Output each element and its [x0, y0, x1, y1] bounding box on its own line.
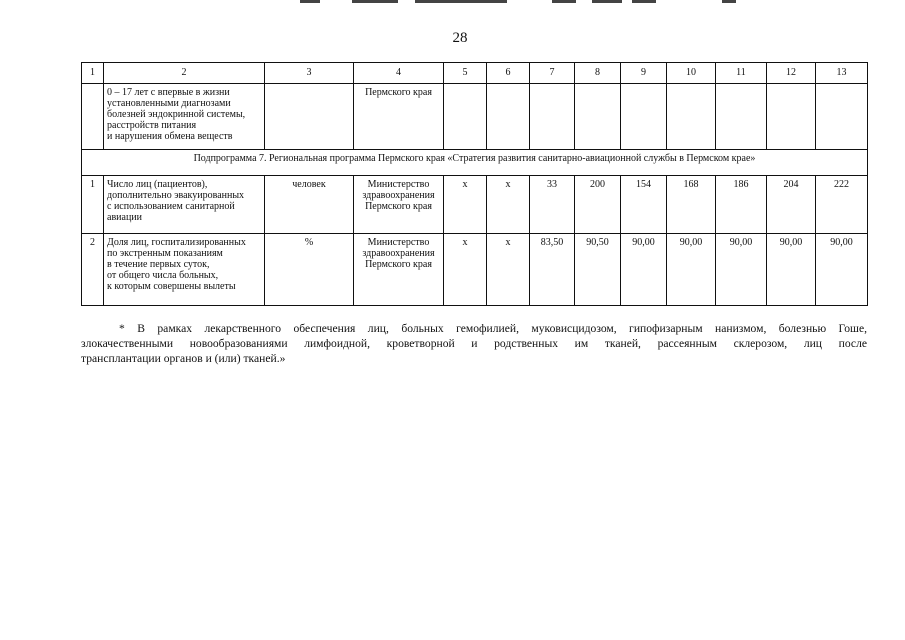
value-cell	[716, 84, 767, 150]
header-cell: 12	[767, 63, 816, 84]
ministry-text: Министерство здравоохранения Пермского края	[362, 237, 435, 270]
value-cell: х	[487, 176, 530, 234]
value-cell: 90,00	[716, 234, 767, 306]
value-cell: х	[444, 234, 487, 306]
table-header-row	[82, 63, 868, 84]
value-cell: 168	[667, 176, 716, 234]
value-cell: 90,00	[621, 234, 667, 306]
unit-cell: %	[265, 234, 354, 306]
unit-cell: человек	[265, 176, 354, 234]
value-cell: 186	[716, 176, 767, 234]
value-cell	[816, 84, 868, 150]
indicators-table	[81, 62, 868, 306]
value-cell: х	[487, 234, 530, 306]
value-cell	[621, 84, 667, 150]
header-cell: 9	[621, 63, 667, 84]
footnote	[81, 321, 867, 366]
header-cell: 5	[444, 63, 487, 84]
header-cell: 1	[82, 63, 104, 84]
indicator-cell	[104, 176, 265, 234]
ministry-cell	[354, 234, 444, 306]
page-number: 28	[452, 30, 468, 46]
indicator-text: 0 – 17 лет с впервые в жизни установленными диагнозами болезней эндокринной системы, расстройств питания и нарушения обмена веществ	[107, 87, 246, 142]
value-cell: 83,50	[530, 234, 575, 306]
ministry-text: Министерство здравоохранения Пермского края	[362, 179, 435, 212]
table-row	[82, 84, 868, 150]
subprogram-row	[82, 150, 868, 176]
value-cell: 90,50	[575, 234, 621, 306]
scan-artifact	[592, 0, 622, 3]
footnote-line: трансплантации органов и (или) тканей.»	[81, 352, 286, 365]
scan-artifact	[415, 0, 507, 3]
scan-artifact	[552, 0, 576, 3]
header-cell: 13	[816, 63, 868, 84]
indicator-text: Число лиц (пациентов), дополнительно эвакуированных с использованием санитарной авиации	[107, 179, 245, 223]
value-cell	[487, 84, 530, 150]
footnote-line: злокачественными новообразованиями лимфоидной, кроветворной и родственных им тканей, рассеянным склерозом, лиц после	[81, 337, 867, 350]
row-number-cell: 2	[82, 234, 104, 306]
value-cell	[575, 84, 621, 150]
ministry-cell	[354, 176, 444, 234]
value-cell: х	[444, 176, 487, 234]
indicator-text: Доля лиц, госпитализированных по экстренным показаниям в течение первых суток, от общего числа больных, к которым совершены вылеты	[107, 237, 246, 292]
header-cell: 8	[575, 63, 621, 84]
row-number-cell	[82, 84, 104, 150]
table-row	[82, 176, 868, 234]
indicator-cell	[104, 84, 265, 150]
indicator-cell	[104, 234, 265, 306]
header-cell: 6	[487, 63, 530, 84]
header-cell: 11	[716, 63, 767, 84]
subprogram-title: Подпрограмма 7. Региональная программа Пермского края «Стратегия развития санитарно-авиационной службы в Пермском крае»	[82, 150, 868, 176]
footnote-line: * В рамках лекарственного обеспечения лиц, больных гемофилией, муковисцидозом, гипофизарным нанизмом, болезнью Гоше,	[119, 322, 867, 335]
scan-artifact	[632, 0, 656, 3]
scan-artifact	[300, 0, 320, 3]
value-cell: 90,00	[767, 234, 816, 306]
value-cell	[530, 84, 575, 150]
value-cell: 154	[621, 176, 667, 234]
value-cell: 90,00	[667, 234, 716, 306]
value-cell: 222	[816, 176, 868, 234]
row-number-cell: 1	[82, 176, 104, 234]
value-cell: 204	[767, 176, 816, 234]
header-cell: 4	[354, 63, 444, 84]
header-cell: 10	[667, 63, 716, 84]
header-cell: 7	[530, 63, 575, 84]
value-cell: 90,00	[816, 234, 868, 306]
scan-artifact	[722, 0, 736, 3]
value-cell	[667, 84, 716, 150]
value-cell	[444, 84, 487, 150]
header-cell: 2	[104, 63, 265, 84]
scan-artifact	[352, 0, 398, 3]
ministry-cell: Пермского края	[354, 84, 444, 150]
header-cell: 3	[265, 63, 354, 84]
value-cell: 33	[530, 176, 575, 234]
value-cell	[767, 84, 816, 150]
value-cell: 200	[575, 176, 621, 234]
table-row	[82, 234, 868, 306]
unit-cell	[265, 84, 354, 150]
